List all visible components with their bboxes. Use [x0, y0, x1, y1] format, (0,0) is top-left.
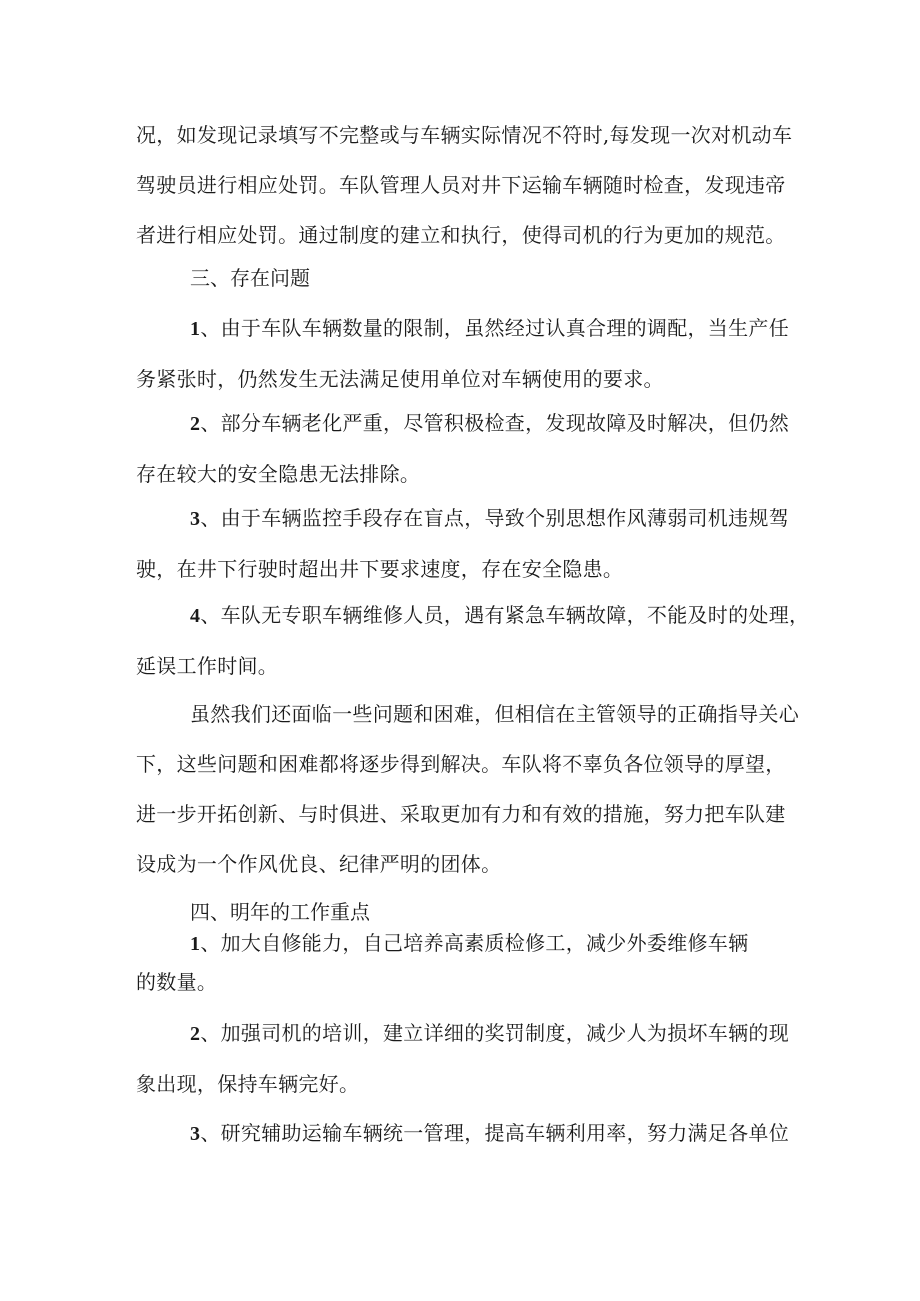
intro-line: 况，如发现记录填写不完整或与车辆实际情况不符时,每发现一次对机动车 — [136, 123, 793, 147]
section3-item-1 — [136, 303, 790, 404]
item-number: 3 — [190, 1123, 201, 1145]
intro-line: 驾驶员进行相应处罚。车队管理人员对井下运输车辆随时检查，发现违帝 — [136, 173, 786, 197]
section4-item-1 — [136, 924, 786, 1001]
item-number: 1 — [190, 933, 201, 955]
item-text: 、由于车辆监控手段存在盲点，导致个别思想作风薄弱司机违规驾 — [200, 506, 790, 530]
item-number: 2 — [190, 1023, 201, 1045]
item-text: 象出现，保持车辆完好。 — [136, 1072, 360, 1096]
section3-item-4 — [136, 590, 810, 691]
item-text: 存在较大的安全隐患无法排除。 — [136, 462, 421, 486]
item-text: 驶，在井下行驶时超出井下要求速度，存在安全隐患。 — [136, 557, 624, 581]
section4-item-3 — [136, 1108, 790, 1159]
closing-line: 虽然我们还面临一些问题和困难，但相信在主管领导的正确指导关心 — [190, 702, 799, 726]
section4-heading: 四、明年的工作重点 — [190, 900, 370, 924]
section3-item-3 — [136, 493, 790, 594]
closing-line: 设成为一个作风优良、纪律严明的团体。 — [136, 852, 502, 876]
item-text: 延误工作时间。 — [136, 654, 279, 678]
item-number: 2 — [190, 413, 201, 435]
item-text: 、研究辅助运输车辆统一管理，提高车辆利用率，努力满足各单位 — [200, 1121, 790, 1145]
item-text: 、加强司机的培训，建立详细的奖罚制度，减少人为损坏车辆的现 — [200, 1021, 790, 1045]
item-text: 、车队无专职车辆维修人员，遇有紧急车辆故障，不能及时的处理， — [200, 603, 810, 627]
section3-heading: 三、存在问题 — [190, 266, 310, 290]
closing-paragraph — [136, 689, 799, 889]
closing-line: 进一步开拓创新、与时俱进、采取更加有力和有效的措施，努力把车队建 — [136, 802, 786, 826]
section4-item-2 — [136, 1008, 790, 1109]
section3-item-2 — [136, 398, 790, 499]
closing-line: 下，这些问题和困难都将逐步得到解决。车队将不辜负各位领导的厚望， — [136, 752, 786, 776]
intro-paragraph — [136, 110, 793, 260]
item-text: 、加大自修能力，自己培养高素质检修工，减少外委维修车辆 — [200, 931, 749, 955]
item-number: 4 — [190, 605, 201, 627]
item-text: 、部分车辆老化严重，尽管积极检查，发现故障及时解决，但仍然 — [200, 411, 790, 435]
item-text: 、由于车队车辆数量的限制，虽然经过认真合理的调配，当生产任 — [200, 316, 790, 340]
intro-line: 者进行相应处罚。通过制度的建立和执行，使得司机的行为更加的规范。 — [136, 223, 786, 247]
item-number: 1 — [190, 318, 201, 340]
item-text: 的数量。 — [136, 970, 218, 994]
item-text: 务紧张时，仍然发生无法满足使用单位对车辆使用的要求。 — [136, 367, 664, 391]
item-number: 3 — [190, 508, 201, 530]
